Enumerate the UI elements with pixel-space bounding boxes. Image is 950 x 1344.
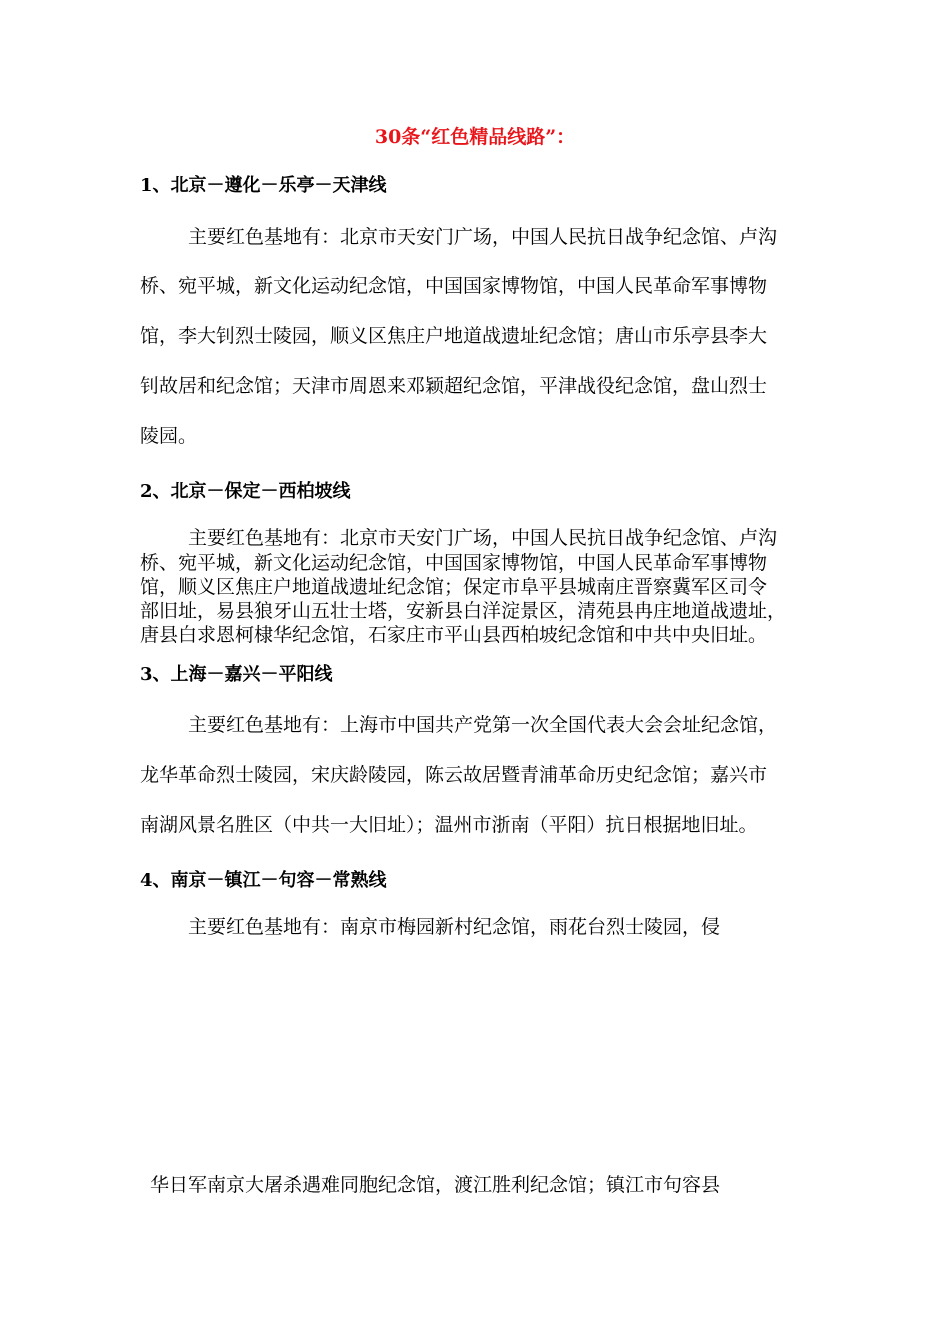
section-4-heading: 4、南京－镇江－句容－常熟线 [140, 870, 387, 891]
section-2-line-3: 馆，顺义区焦庄户地道战遗址纪念馆；保定市阜平县城南庄晋察冀军区司令 [140, 576, 768, 598]
section-2-line-2: 桥、宛平城，新文化运动纪念馆，中国国家博物馆，中国人民革命军事博物 [140, 552, 768, 574]
section-1-heading: 1、北京－遵化－乐亭－天津线 [140, 175, 387, 196]
section-3-line-1: 主要红色基地有：上海市中国共产党第一次全国代表大会会址纪念馆， [188, 714, 778, 736]
section-2-line-5: 唐县白求恩柯棣华纪念馆，石家庄市平山县西柏坡纪念馆和中共中央旧址。 [140, 624, 768, 646]
document-title: 30条“红色精品线路”： [374, 126, 576, 148]
section-2-line-4: 部旧址，易县狼牙山五壮士塔，安新县白洋淀景区，清苑县冉庄地道战遗址， [140, 600, 787, 622]
section-1-line-3: 馆，李大钊烈士陵园，顺义区焦庄户地道战遗址纪念馆；唐山市乐亭县李大 [140, 325, 768, 347]
section-1-line-1: 主要红色基地有：北京市天安门广场，中国人民抗日战争纪念馆、卢沟 [188, 226, 778, 248]
section-4-line-2: 华日军南京大屠杀遇难同胞纪念馆，渡江胜利纪念馆；镇江市句容县 [150, 1174, 721, 1196]
section-2-heading: 2、北京－保定－西柏坡线 [140, 481, 351, 502]
section-1-line-4: 钊故居和纪念馆；天津市周恩来邓颖超纪念馆，平津战役纪念馆，盘山烈士 [140, 375, 768, 397]
section-3-line-2: 龙华革命烈士陵园，宋庆龄陵园，陈云故居暨青浦革命历史纪念馆；嘉兴市 [140, 764, 768, 786]
section-1-line-5: 陵园。 [140, 425, 198, 447]
section-1-line-2: 桥、宛平城，新文化运动纪念馆，中国国家博物馆，中国人民革命军事博物 [140, 275, 768, 297]
section-3-line-3: 南湖风景名胜区（中共一大旧址）；温州市浙南（平阳）抗日根据地旧址。 [140, 814, 758, 836]
section-2-line-1: 主要红色基地有：北京市天安门广场，中国人民抗日战争纪念馆、卢沟 [188, 527, 778, 549]
section-3-heading: 3、上海－嘉兴－平阳线 [140, 664, 333, 685]
section-4-line-1: 主要红色基地有：南京市梅园新村纪念馆，雨花台烈士陵园，侵 [188, 916, 721, 938]
